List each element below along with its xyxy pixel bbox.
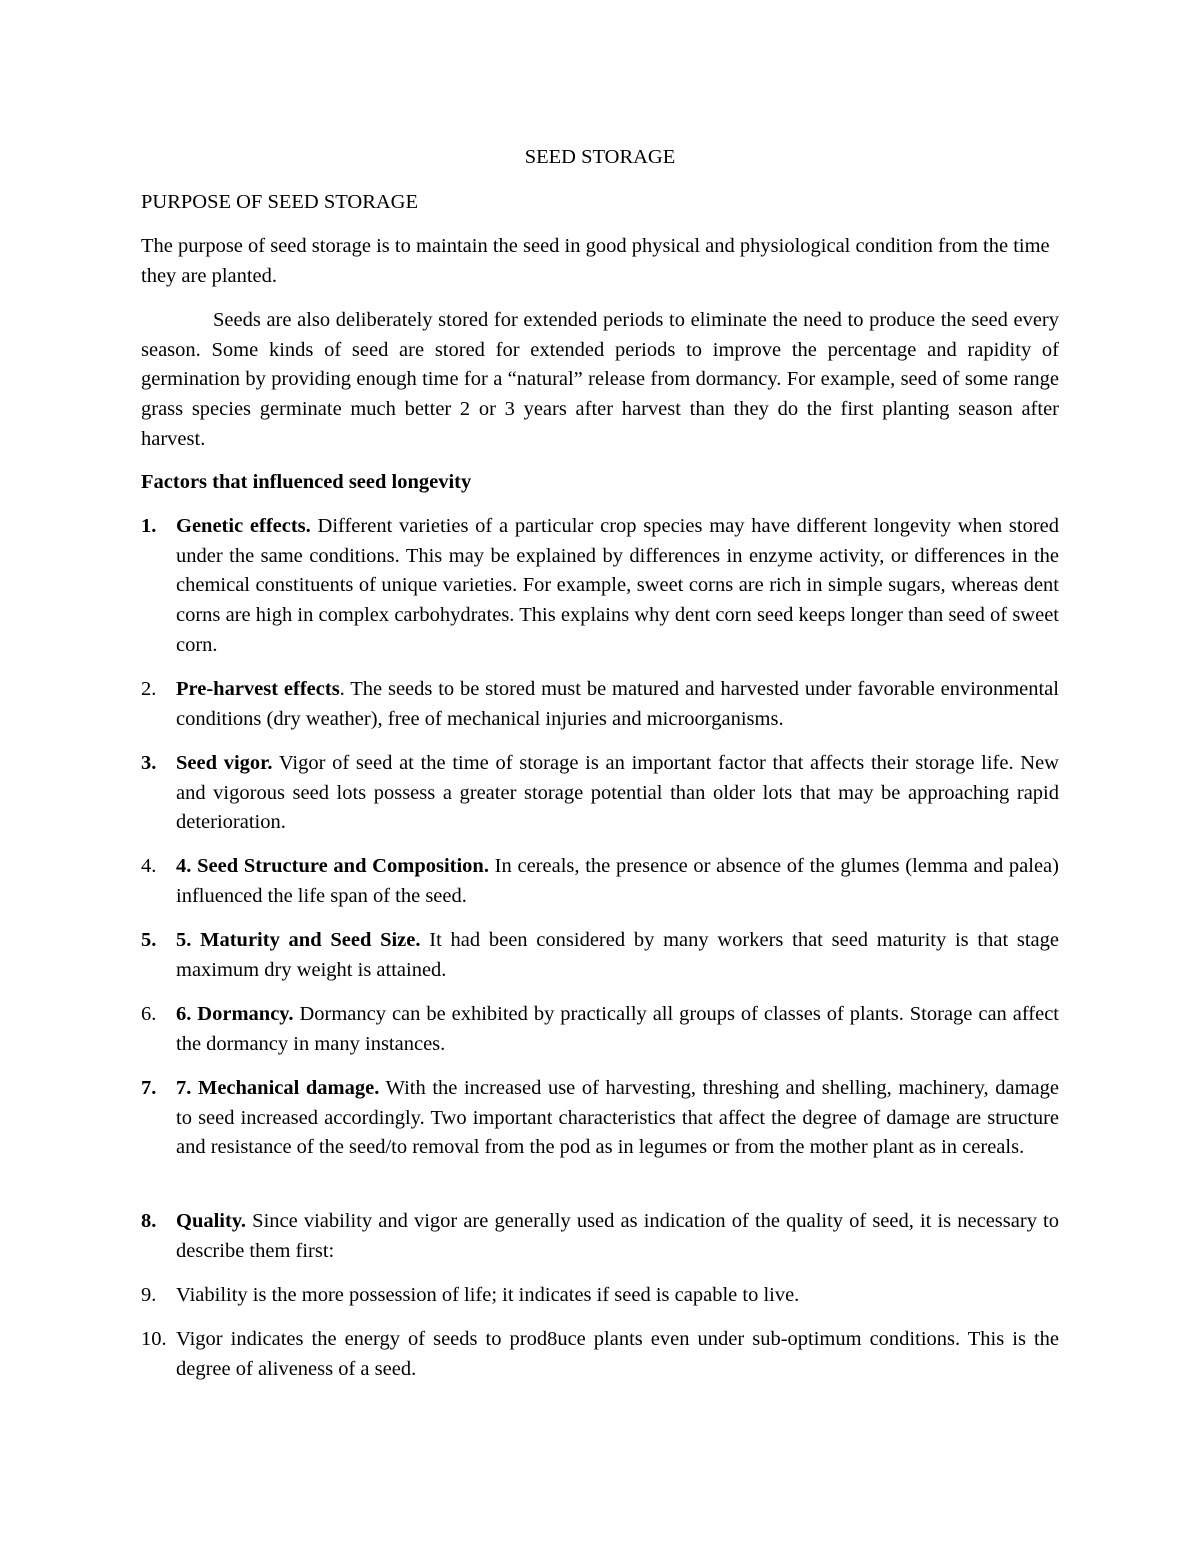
factors-heading: Factors that influenced seed longevity [141,471,472,493]
factor-body [176,1325,1059,1384]
factor-number: 5. [141,929,157,951]
factor-number: 10. [141,1328,167,1350]
factor-body [176,1000,1059,1059]
factor-lead: Quality. [176,1210,247,1232]
factor-text: . The seeds to be stored must be matured and harvested under favorable environmental conditions (dry weather), free of mechanical injuries and microorganisms. [176,678,1059,730]
factor-body [176,1281,1059,1311]
factor-item-seed-structure [141,852,1059,911]
factor-lead: 7. Mechanical damage. [176,1077,380,1099]
factor-text: In cereals, the presence or absence of the glumes (lemma and palea) influenced the life span of the seed. [176,855,1059,907]
factor-lead: Seed vigor. [176,752,273,774]
factor-body [176,926,1059,985]
factor-item-genetic-effects [141,512,1059,661]
factor-item-seed-vigor [141,749,1059,838]
factor-body [176,852,1059,911]
factor-text: With the increased use of harvesting, threshing and shelling, machinery, damage to seed increased accordingly. Two important characteristics that affect the degree of damage are structure and resistance of the seed/to removal from the pod as in legumes or from the mother plant as in cereals. [176,1077,1059,1159]
factor-text: Since viability and vigor are generally used as indication of the quality of seed, it is necessary to describe them first: [176,1210,1059,1262]
factor-item-viability [141,1281,1059,1311]
factor-item-maturity-seed-size [141,926,1059,985]
paragraph-purpose: The purpose of seed storage is to maintain the seed in good physical and physiological condition from the time they are planted. [141,235,1050,287]
factor-text: Vigor of seed at the time of storage is an important factor that affects their storage life. New and vigorous seed lots possess a greater storage potential than older lots that may be approaching rapid deterioration. [176,752,1059,834]
factor-text: Different varieties of a particular crop species may have different longevity when stored under the same conditions. This may be explained by differences in enzyme activity, or differences in the chemical constituents of unique varieties. For example, sweet corns are rich in simple sugars, whereas dent corns are high in complex carbohydrates. This explains why dent corn seed keeps longer than seed of sweet corn. [176,515,1059,656]
factor-number: 3. [141,752,157,774]
factor-text: Dormancy can be exhibited by practically all groups of classes of plants. Storage can affect the dormancy in many instances. [176,1003,1059,1055]
factor-lead: Genetic effects. [176,515,311,537]
factor-lead: 5. Maturity and Seed Size. [176,929,421,951]
factor-item-mechanical-damage [141,1074,1059,1163]
factor-lead: Pre-harvest effects [176,678,340,700]
factor-body [176,675,1059,734]
factor-lead: 6. Dormancy. [176,1003,294,1025]
factor-body [176,1207,1059,1266]
factor-body [176,1074,1059,1163]
factor-item-dormancy [141,1000,1059,1059]
section-heading-purpose: PURPOSE OF SEED STORAGE [141,191,419,213]
factor-number: 9. [141,1284,157,1306]
factor-item-quality [141,1207,1059,1266]
factor-number: 8. [141,1210,157,1232]
factor-number: 1. [141,515,157,537]
factor-number: 2. [141,678,157,700]
paragraph-extended-storage: Seeds are also deliberately stored for extended periods to eliminate the need to produce the seed every season. Some kinds of seed are stored for extended periods to improve the percentage and rapidity of germination by providing enough time for a “natural” release from dormancy. For example, seed of some range grass species germinate much better 2 or 3 years after harvest than they do the first planting season after harvest. [141,309,1059,450]
document-title: SEED STORAGE [524,146,676,168]
factor-text: It had been considered by many workers that seed maturity is that stage maximum dry weight is attained. [176,929,1059,981]
factor-body [176,512,1059,661]
factor-text: Vigor indicates the energy of seeds to prod8uce plants even under sub-optimum conditions. This is the degree of aliveness of a seed. [176,1328,1059,1380]
factor-number: 6. [141,1003,157,1025]
factor-lead: 4. Seed Structure and Composition. [176,855,489,877]
factor-item-pre-harvest-effects [141,675,1059,734]
factor-number: 7. [141,1077,157,1099]
factor-number: 4. [141,855,157,877]
factor-text: Viability is the more possession of life; it indicates if seed is capable to live. [176,1284,800,1306]
factor-body [176,749,1059,838]
factor-item-vigor [141,1325,1059,1384]
